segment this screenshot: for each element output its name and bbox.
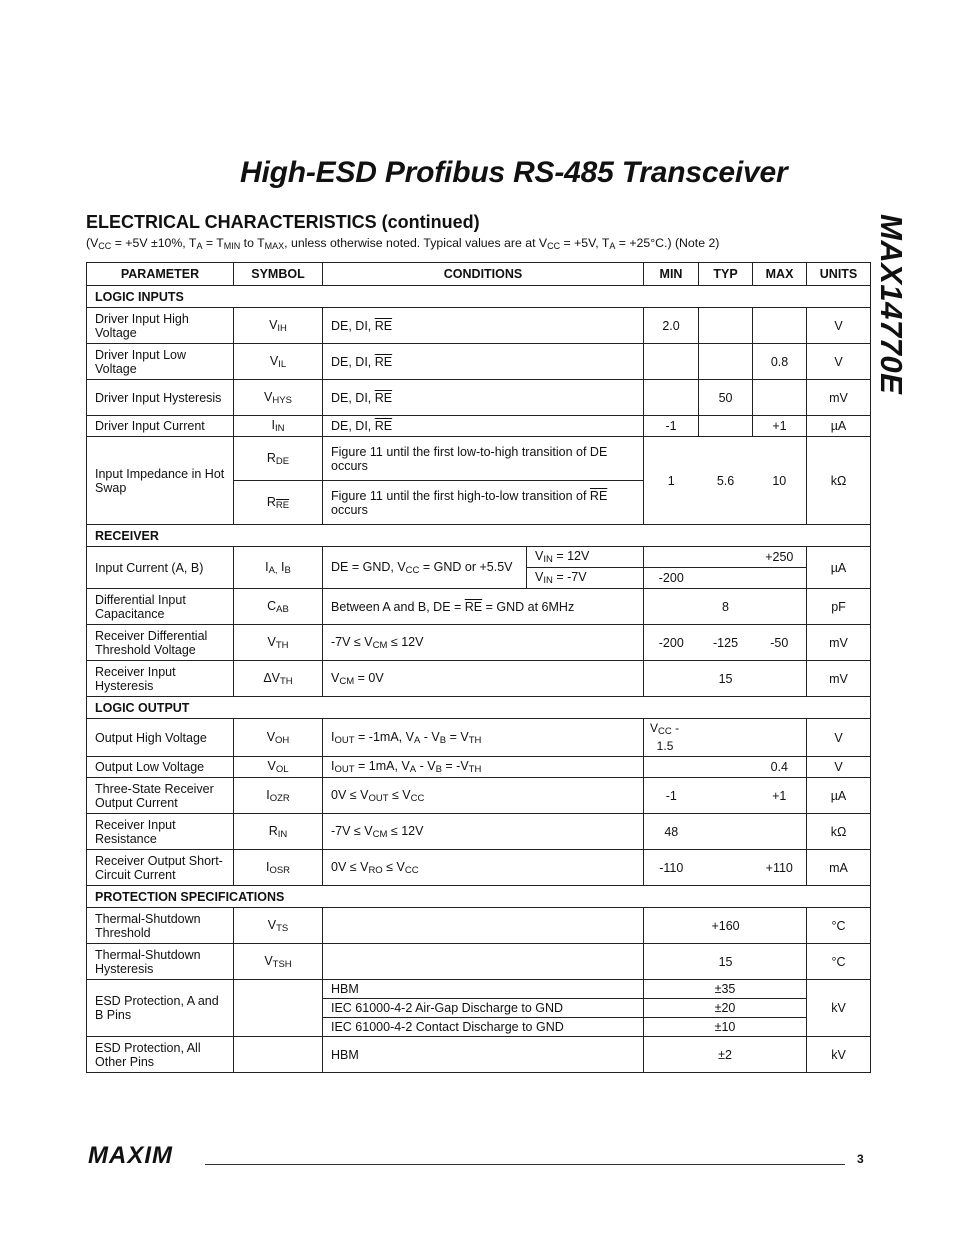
max-cell: 0.4 xyxy=(753,757,807,778)
max-cell: +110 xyxy=(753,850,807,886)
typ-cell: 15 xyxy=(699,661,753,697)
typ-cell: 50 xyxy=(699,380,753,416)
condition-cell xyxy=(323,908,644,944)
max-cell: +250 xyxy=(753,547,807,568)
condition-cell: $I_{OUT} = -1mA$, $V_A - V_B = V_{TH}$ xyxy=(323,719,644,757)
condition-cell: $0V \le V_{RO} \le V_{CC}$ xyxy=(323,850,644,886)
table-row xyxy=(87,778,871,814)
table-row xyxy=(87,344,871,380)
typ-cell: ±2 xyxy=(644,1037,807,1073)
units-cell: mA xyxy=(807,850,871,886)
header-max: MAX xyxy=(753,263,807,286)
param-cell: Receiver Input Hysteresis xyxy=(87,661,234,697)
param-cell: Receiver Differential Threshold Voltage xyxy=(87,625,234,661)
header-symbol: SYMBOL xyxy=(234,263,323,286)
param-cell: Driver Input Hysteresis xyxy=(87,380,234,416)
footer-divider xyxy=(205,1164,845,1165)
part-number-sidebar: MAX14770E xyxy=(874,214,909,395)
header-units: UNITS xyxy=(807,263,871,286)
condition-cell: DE, DI, $\overline{RE}$ xyxy=(323,344,644,380)
symbol-cell: $I_{OZR}$ xyxy=(234,778,323,814)
param-cell: ESD Protection, A and B Pins xyxy=(87,980,234,1037)
table-row xyxy=(87,980,871,999)
condition-cell: HBM xyxy=(323,1037,644,1073)
table-row xyxy=(87,437,871,481)
max-cell: -50 xyxy=(753,625,807,661)
units-cell: kV xyxy=(807,1037,871,1073)
symbol-cell: $V_{TH}$ xyxy=(234,625,323,661)
min-cell: -200 xyxy=(644,568,699,589)
table-row xyxy=(87,1037,871,1073)
condition-cell: $I_{OUT} = 1mA$, $V_A - V_B = -V_{TH}$ xyxy=(323,757,644,778)
units-cell: µA xyxy=(807,547,871,589)
param-cell: Input Current (A, B) xyxy=(87,547,234,589)
condition-cell: HBM xyxy=(323,980,644,999)
section-title: ELECTRICAL CHARACTERISTICS (continued) xyxy=(86,212,480,232)
min-cell: $V_{CC}$ - 1.5 xyxy=(644,719,699,757)
typ-cell: ±35 xyxy=(644,980,807,999)
condition-cell: Between A and B, DE = $\overline{RE}$ = GND at 6MHz xyxy=(323,589,644,625)
section-protection: PROTECTION SPECIFICATIONS xyxy=(87,886,871,908)
param-cell: Driver Input Low Voltage xyxy=(87,344,234,380)
param-cell: Input Impedance in Hot Swap xyxy=(87,437,234,525)
table-row xyxy=(87,308,871,344)
min-cell: 2.0 xyxy=(644,308,699,344)
maxim-logo: MAXIM xyxy=(88,1142,173,1169)
table-row xyxy=(87,719,871,757)
condition-cell: $-7V \le V_{CM} \le 12V$ xyxy=(323,814,644,850)
symbol-cell: $V_{TS}$ xyxy=(234,908,323,944)
max-cell: 10 xyxy=(753,437,807,525)
typ-cell: -125 xyxy=(699,625,753,661)
subcondition-cell: $V_{IN} = -7V$ xyxy=(527,568,644,589)
symbol-cell: $I_{A,}$ $I_B$ xyxy=(234,547,323,589)
units-cell: V xyxy=(807,308,871,344)
units-cell: mV xyxy=(807,661,871,697)
symbol-cell: $V_{OL}$ xyxy=(234,757,323,778)
section-logic-inputs: LOGIC INPUTS xyxy=(87,286,871,308)
symbol-cell: $\Delta V_{TH}$ xyxy=(234,661,323,697)
max-cell: +1 xyxy=(753,778,807,814)
units-cell: mV xyxy=(807,380,871,416)
header-parameter: PARAMETER xyxy=(87,263,234,286)
param-cell: Three-State Receiver Output Current xyxy=(87,778,234,814)
symbol-cell: $V_{IL}$ xyxy=(234,344,323,380)
typ-cell: ±10 xyxy=(644,1018,807,1037)
condition-cell: IEC 61000-4-2 Air-Gap Discharge to GND xyxy=(323,999,644,1018)
table-row xyxy=(87,547,871,568)
min-cell: -110 xyxy=(644,850,699,886)
units-cell: kV xyxy=(807,980,871,1037)
min-cell: -1 xyxy=(644,778,699,814)
param-cell: Receiver Output Short-Circuit Current xyxy=(87,850,234,886)
symbol-cell: $V_{IH}$ xyxy=(234,308,323,344)
symbol-cell: $V_{OH}$ xyxy=(234,719,323,757)
units-cell: V xyxy=(807,757,871,778)
units-cell: V xyxy=(807,719,871,757)
symbol-cell: $I_{OSR}$ xyxy=(234,850,323,886)
typ-cell: 15 xyxy=(699,944,753,980)
conditions-note: ($V_{CC} = +5V \pm 10\%$, $T_A = T_{MIN}$ to $T_{MAX}$, unless otherwise noted. Typical values are at $V_{CC} = +5V$, $T_A = +25^\circ C$.) (Note 2) xyxy=(86,236,720,251)
typ-cell: +160 xyxy=(699,908,753,944)
table-row xyxy=(87,380,871,416)
header-row xyxy=(87,263,871,286)
table-row xyxy=(87,908,871,944)
document-title: High-ESD Profibus RS-485 Transceiver xyxy=(240,156,788,189)
symbol-cell xyxy=(234,1037,323,1073)
condition-cell: Figure 11 until the first low-to-high transition of DE occurs xyxy=(323,437,644,481)
typ-cell: ±20 xyxy=(644,999,807,1018)
subcondition-cell: $V_{IN} = 12V$ xyxy=(527,547,644,568)
condition-cell: DE, DI, $\overline{RE}$ xyxy=(323,308,644,344)
param-cell: Driver Input Current xyxy=(87,416,234,437)
units-cell: µA xyxy=(807,778,871,814)
param-cell: Differential Input Capacitance xyxy=(87,589,234,625)
page-number: 3 xyxy=(857,1152,864,1166)
param-cell: Thermal-Shutdown Threshold xyxy=(87,908,234,944)
symbol-cell: $I_{IN}$ xyxy=(234,416,323,437)
max-cell: +1 xyxy=(753,416,807,437)
table-row xyxy=(87,589,871,625)
units-cell: pF xyxy=(807,589,871,625)
header-typ: TYP xyxy=(699,263,753,286)
symbol-cell: $R_{IN}$ xyxy=(234,814,323,850)
electrical-characteristics-table xyxy=(86,262,871,1073)
symbol-cell: $R_{\overline{RE}}$ xyxy=(234,481,323,525)
units-cell: µA xyxy=(807,416,871,437)
units-cell: V xyxy=(807,344,871,380)
min-cell: 1 xyxy=(644,437,699,525)
symbol-cell: $V_{HYS}$ xyxy=(234,380,323,416)
condition-cell xyxy=(323,944,644,980)
condition-cell: DE, DI, $\overline{RE}$ xyxy=(323,380,644,416)
param-cell: Thermal-Shutdown Hysteresis xyxy=(87,944,234,980)
param-cell: ESD Protection, All Other Pins xyxy=(87,1037,234,1073)
typ-cell: 8 xyxy=(699,589,753,625)
symbol-cell xyxy=(234,980,323,1037)
units-cell: kΩ xyxy=(807,814,871,850)
param-cell: Output Low Voltage xyxy=(87,757,234,778)
units-cell: kΩ xyxy=(807,437,871,525)
table-row xyxy=(87,850,871,886)
section-logic-output: LOGIC OUTPUT xyxy=(87,697,871,719)
table-row xyxy=(87,814,871,850)
condition-cell: IEC 61000-4-2 Contact Discharge to GND xyxy=(323,1018,644,1037)
param-cell: Receiver Input Resistance xyxy=(87,814,234,850)
units-cell: °C xyxy=(807,908,871,944)
condition-cell: Figure 11 until the first high-to-low transition of $\overline{RE}$ occurs xyxy=(323,481,644,525)
table-row xyxy=(87,944,871,980)
condition-cell: $-7V \le V_{CM} \le 12V$ xyxy=(323,625,644,661)
condition-cell: DE, DI, $\overline{RE}$ xyxy=(323,416,644,437)
min-cell: -1 xyxy=(644,416,699,437)
symbol-cell: $C_{AB}$ xyxy=(234,589,323,625)
param-cell: Output High Voltage xyxy=(87,719,234,757)
max-cell: 0.8 xyxy=(753,344,807,380)
header-conditions: CONDITIONS xyxy=(323,263,644,286)
min-cell: -200 xyxy=(644,625,699,661)
symbol-cell: $V_{TSH}$ xyxy=(234,944,323,980)
condition-cell: $V_{CM} = 0V$ xyxy=(323,661,644,697)
section-receiver: RECEIVER xyxy=(87,525,871,547)
min-cell: 48 xyxy=(644,814,699,850)
table-row xyxy=(87,625,871,661)
param-cell: Driver Input High Voltage xyxy=(87,308,234,344)
table-row xyxy=(87,757,871,778)
table-row xyxy=(87,416,871,437)
symbol-cell: $R_{DE}$ xyxy=(234,437,323,481)
table-row xyxy=(87,661,871,697)
condition-cell: DE = GND, $V_{CC}$ = GND or +5.5V xyxy=(323,547,527,589)
units-cell: mV xyxy=(807,625,871,661)
header-min: MIN xyxy=(644,263,699,286)
condition-cell: $0V \le V_{OUT} \le V_{CC}$ xyxy=(323,778,644,814)
units-cell: °C xyxy=(807,944,871,980)
typ-cell: 5.6 xyxy=(699,437,753,525)
